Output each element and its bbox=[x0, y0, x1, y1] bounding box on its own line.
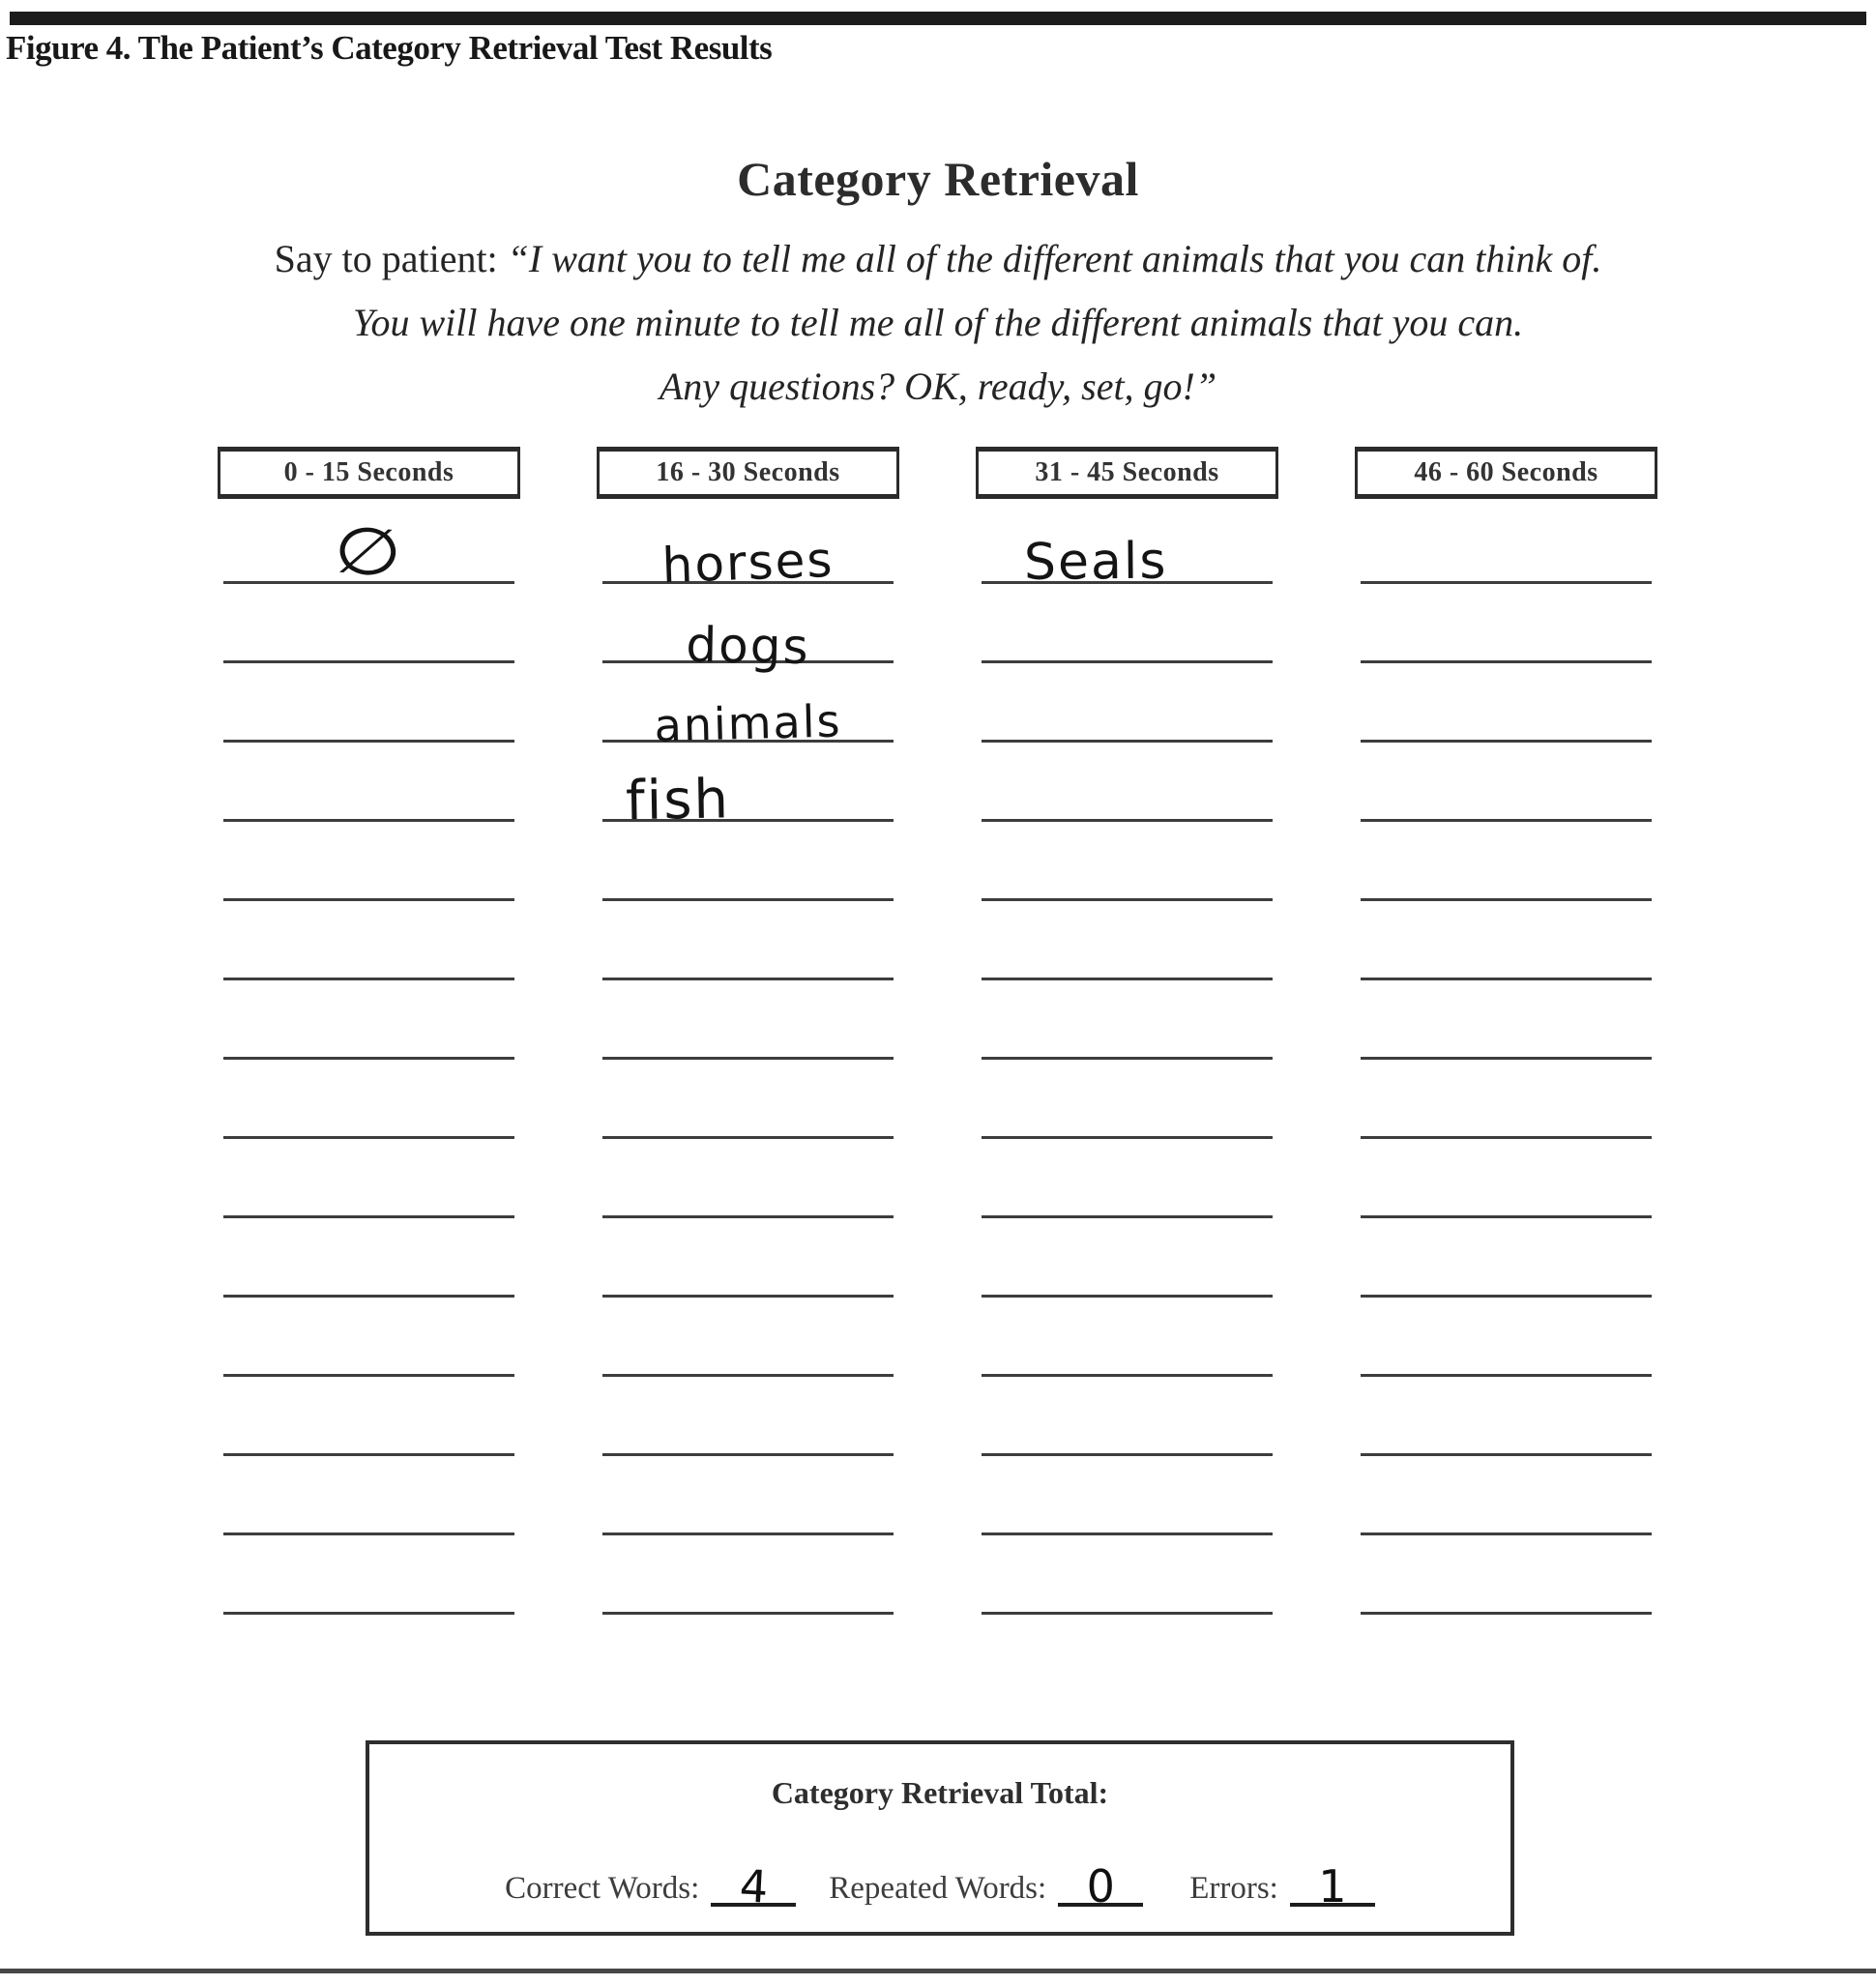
writing-line bbox=[223, 822, 514, 901]
writing-line bbox=[1361, 1377, 1652, 1456]
writing-line bbox=[1361, 1456, 1652, 1535]
writing-line bbox=[223, 1139, 514, 1218]
writing-line bbox=[223, 1060, 514, 1139]
writing-line bbox=[1361, 980, 1652, 1060]
writing-line bbox=[1361, 743, 1652, 822]
handwritten-entry: horses bbox=[660, 531, 835, 595]
instruction-lead-in: Say to patient: bbox=[274, 237, 498, 280]
column-header: 0 - 15 Seconds bbox=[218, 447, 520, 499]
writing-line bbox=[223, 1218, 514, 1298]
bottom-divider-rule bbox=[0, 1969, 1876, 1973]
writing-line bbox=[1361, 499, 1652, 584]
repeated-words-blank bbox=[1058, 1853, 1143, 1912]
writing-line bbox=[982, 584, 1273, 663]
figure-caption: Figure 4. The Patient’s Category Retrieval Test Results bbox=[6, 29, 773, 67]
writing-line bbox=[1361, 822, 1652, 901]
writing-line bbox=[602, 743, 894, 833]
writing-line bbox=[602, 822, 894, 901]
writing-line bbox=[982, 1298, 1273, 1377]
handwritten-entry: dogs bbox=[685, 616, 811, 676]
writing-line bbox=[223, 499, 514, 594]
writing-line bbox=[982, 1218, 1273, 1298]
writing-line bbox=[982, 743, 1273, 822]
instruction-quote-1: “I want you to tell me all of the different animals that you can think of. bbox=[507, 237, 1602, 280]
column-header: 46 - 60 Seconds bbox=[1355, 447, 1657, 499]
writing-line bbox=[602, 901, 894, 980]
writing-line bbox=[223, 743, 514, 822]
response-column-2 bbox=[597, 447, 899, 1615]
handwritten-entry: fish bbox=[625, 768, 731, 833]
writing-line bbox=[982, 1060, 1273, 1139]
response-column-1 bbox=[218, 447, 520, 1615]
writing-line bbox=[602, 499, 894, 595]
writing-line bbox=[223, 901, 514, 980]
correct-words-value: 4 bbox=[738, 1859, 770, 1913]
handwritten-entry: Seals bbox=[1023, 532, 1168, 592]
correct-words-blank bbox=[711, 1853, 796, 1913]
writing-line bbox=[602, 663, 894, 752]
instruction-line-3: Any questions? OK, ready, set, go!” bbox=[659, 365, 1217, 408]
writing-line bbox=[1361, 1535, 1652, 1615]
writing-line bbox=[982, 901, 1273, 980]
repeated-words-value: 0 bbox=[1086, 1860, 1115, 1912]
response-column-4 bbox=[1355, 447, 1657, 1615]
writing-line bbox=[1361, 1060, 1652, 1139]
writing-line bbox=[223, 1456, 514, 1535]
repeated-words-label: Repeated Words: bbox=[829, 1871, 1047, 1906]
instruction-line-2: You will have one minute to tell me all of the different animals that you can. bbox=[352, 301, 1524, 344]
writing-line bbox=[223, 663, 514, 743]
correct-words-label: Correct Words: bbox=[505, 1871, 700, 1906]
writing-line bbox=[982, 499, 1273, 592]
handwritten-entry: animals bbox=[653, 694, 843, 752]
null-symbol-mark: ∅ bbox=[331, 511, 407, 594]
errors-blank bbox=[1290, 1853, 1375, 1912]
column-header: 16 - 30 Seconds bbox=[597, 447, 899, 499]
totals-fields-row bbox=[369, 1853, 1510, 1913]
writing-line bbox=[223, 1535, 514, 1615]
writing-line bbox=[602, 1218, 894, 1298]
writing-line bbox=[602, 584, 894, 676]
response-columns-grid bbox=[218, 447, 1657, 1615]
instruction-line-1 bbox=[0, 236, 1876, 281]
writing-line bbox=[223, 584, 514, 663]
writing-line bbox=[982, 1535, 1273, 1615]
writing-line bbox=[602, 1377, 894, 1456]
response-column-3 bbox=[976, 447, 1278, 1615]
writing-line bbox=[602, 1456, 894, 1535]
writing-line bbox=[602, 1060, 894, 1139]
form-title: Category Retrieval bbox=[737, 152, 1139, 206]
writing-line bbox=[602, 1298, 894, 1377]
writing-line bbox=[1361, 584, 1652, 663]
writing-line bbox=[223, 1377, 514, 1456]
errors-value: 1 bbox=[1318, 1860, 1347, 1912]
writing-line bbox=[982, 980, 1273, 1060]
writing-line bbox=[982, 1139, 1273, 1218]
writing-line bbox=[982, 663, 1273, 743]
totals-box bbox=[366, 1740, 1514, 1936]
writing-line bbox=[223, 980, 514, 1060]
writing-line bbox=[982, 1456, 1273, 1535]
writing-line bbox=[1361, 663, 1652, 743]
writing-line bbox=[982, 1377, 1273, 1456]
writing-line bbox=[602, 1139, 894, 1218]
totals-title: Category Retrieval Total: bbox=[771, 1775, 1109, 1810]
column-header: 31 - 45 Seconds bbox=[976, 447, 1278, 499]
writing-line bbox=[1361, 1298, 1652, 1377]
writing-line bbox=[223, 1298, 514, 1377]
writing-line bbox=[602, 980, 894, 1060]
errors-label: Errors: bbox=[1189, 1871, 1278, 1906]
top-divider-bar bbox=[10, 12, 1866, 25]
writing-line bbox=[1361, 1139, 1652, 1218]
writing-line bbox=[982, 822, 1273, 901]
writing-line bbox=[602, 1535, 894, 1615]
writing-line bbox=[1361, 1218, 1652, 1298]
writing-line bbox=[1361, 901, 1652, 980]
